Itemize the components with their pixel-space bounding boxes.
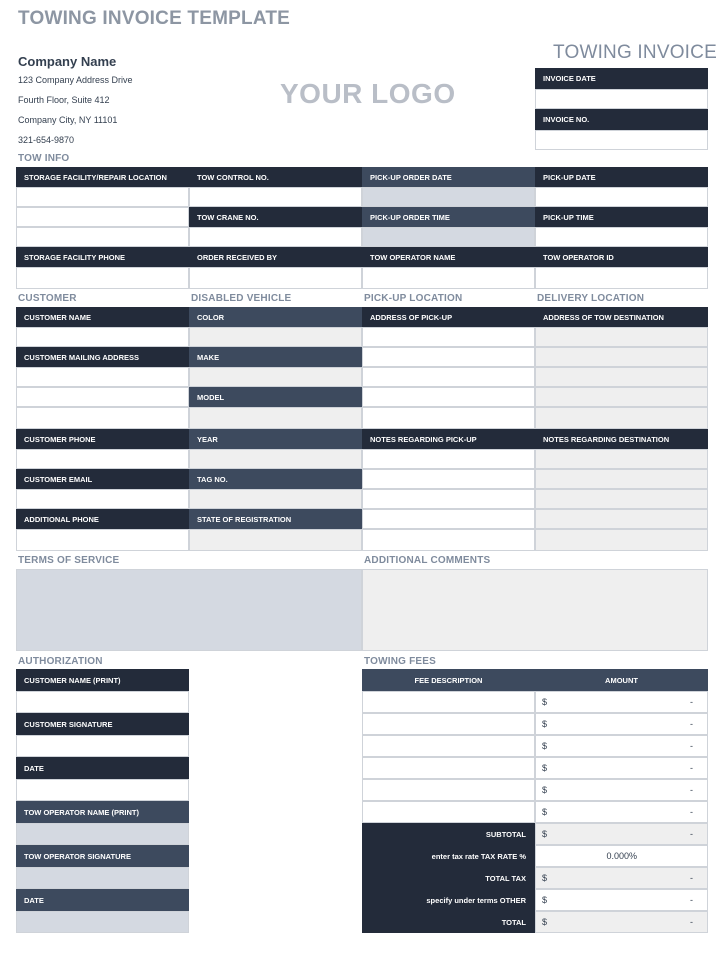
amount-value: - — [690, 829, 693, 839]
pickup-notes-field-4[interactable] — [362, 509, 535, 529]
pickup-order-time-field[interactable] — [362, 227, 535, 247]
auth-operator-signature-label: TOW OPERATOR SIGNATURE — [16, 845, 189, 867]
subtotal-value — [535, 823, 708, 845]
currency-symbol: $ — [542, 895, 548, 905]
tax-rate-value: 0.000% — [606, 851, 637, 861]
delivery-address-field-1[interactable] — [535, 327, 708, 347]
company-address-line-3: Company City, NY 11101 — [18, 115, 118, 125]
currency-symbol: $ — [542, 763, 548, 773]
delivery-address-label: ADDRESS OF TOW DESTINATION — [535, 307, 708, 327]
delivery-notes-field-1[interactable] — [535, 449, 708, 469]
tow-operator-name-label: TOW OPERATOR NAME — [362, 247, 535, 267]
currency-symbol: $ — [542, 873, 548, 883]
pickup-notes-field-3[interactable] — [362, 489, 535, 509]
invoice-date-field[interactable] — [535, 89, 708, 109]
fee-amount-field-2[interactable] — [535, 713, 708, 735]
fee-description-field-3[interactable] — [362, 735, 535, 757]
customer-name-field[interactable] — [16, 327, 189, 347]
page-title: TOWING INVOICE TEMPLATE — [18, 8, 291, 29]
vehicle-model-field[interactable] — [189, 407, 362, 429]
auth-date-field-1[interactable] — [16, 779, 189, 801]
delivery-address-field-5[interactable] — [535, 407, 708, 429]
company-address-line-2: Fourth Floor, Suite 412 — [18, 95, 110, 105]
fee-description-field-6[interactable] — [362, 801, 535, 823]
additional-phone-label: ADDITIONAL PHONE — [16, 509, 189, 529]
tow-crane-no-field[interactable] — [189, 227, 362, 247]
currency-symbol: $ — [542, 917, 548, 927]
delivery-address-field-2[interactable] — [535, 347, 708, 367]
amount-value: - — [690, 763, 693, 773]
auth-date-label-1: DATE — [16, 757, 189, 779]
auth-customer-signature-field[interactable] — [16, 735, 189, 757]
total-label: TOTAL — [362, 911, 535, 933]
amount-value: - — [690, 807, 693, 817]
customer-email-field[interactable] — [16, 489, 189, 509]
fee-amount-field-1[interactable] — [535, 691, 708, 713]
tow-info-heading: TOW INFO — [18, 153, 70, 164]
order-received-by-label: ORDER RECEIVED BY — [189, 247, 362, 267]
pickup-notes-field-2[interactable] — [362, 469, 535, 489]
delivery-notes-field-3[interactable] — [535, 489, 708, 509]
customer-email-label: CUSTOMER EMAIL — [16, 469, 189, 489]
other-label: specify under terms OTHER — [362, 889, 535, 911]
customer-name-label: CUSTOMER NAME — [16, 307, 189, 327]
auth-customer-name-field[interactable] — [16, 691, 189, 713]
pickup-order-time-label: PICK-UP ORDER TIME — [362, 207, 535, 227]
pickup-address-field-2[interactable] — [362, 347, 535, 367]
subtotal-label: SUBTOTAL — [362, 823, 535, 845]
tow-operator-id-field[interactable] — [535, 267, 708, 289]
company-phone: 321-654-9870 — [18, 135, 75, 145]
storage-facility-label: STORAGE FACILITY/REPAIR LOCATION — [16, 167, 189, 187]
invoice-number-field[interactable] — [535, 130, 708, 150]
fee-amount-field-4[interactable] — [535, 757, 708, 779]
vehicle-make-label: MAKE — [189, 347, 362, 367]
fee-amount-field-5[interactable] — [535, 779, 708, 801]
customer-heading: CUSTOMER — [18, 293, 77, 304]
vehicle-tag-label: TAG NO. — [189, 469, 362, 489]
pickup-time-field[interactable] — [535, 227, 708, 247]
delivery-location-heading: DELIVERY LOCATION — [537, 293, 645, 304]
vehicle-make-field[interactable] — [189, 367, 362, 387]
tow-operator-id-label: TOW OPERATOR ID — [535, 247, 708, 267]
additional-phone-field[interactable] — [16, 529, 189, 551]
fee-description-field-2[interactable] — [362, 713, 535, 735]
pickup-notes-label: NOTES REGARDING PICK-UP — [362, 429, 535, 449]
vehicle-heading: DISABLED VEHICLE — [191, 293, 292, 304]
storage-phone-label: STORAGE FACILITY PHONE — [16, 247, 189, 267]
customer-mailing-label: CUSTOMER MAILING ADDRESS — [16, 347, 189, 367]
pickup-order-date-label: PICK-UP ORDER DATE — [362, 167, 535, 187]
tow-control-no-label: TOW CONTROL NO. — [189, 167, 362, 187]
vehicle-state-field[interactable] — [189, 529, 362, 551]
fee-description-field-4[interactable] — [362, 757, 535, 779]
currency-symbol: $ — [542, 719, 548, 729]
total-tax-value — [535, 867, 708, 889]
amount-value: - — [690, 719, 693, 729]
auth-operator-signature-field[interactable] — [16, 867, 189, 889]
auth-customer-name-label: CUSTOMER NAME (PRINT) — [16, 669, 189, 691]
terms-field[interactable] — [16, 569, 362, 651]
vehicle-tag-field[interactable] — [189, 489, 362, 509]
customer-mailing-field-3[interactable] — [16, 407, 189, 429]
pickup-order-date-field[interactable] — [362, 187, 535, 207]
fee-description-field-1[interactable] — [362, 691, 535, 713]
currency-symbol: $ — [542, 807, 548, 817]
vehicle-year-label: YEAR — [189, 429, 362, 449]
vehicle-model-label: MODEL — [189, 387, 362, 407]
pickup-location-heading: PICK-UP LOCATION — [364, 293, 463, 304]
fee-amount-field-6[interactable] — [535, 801, 708, 823]
vehicle-year-field[interactable] — [189, 449, 362, 469]
other-field[interactable] — [535, 889, 708, 911]
delivery-notes-field-4[interactable] — [535, 509, 708, 529]
customer-mailing-field-1[interactable] — [16, 367, 189, 387]
amount-value: - — [690, 873, 693, 883]
invoice-number-label: INVOICE NO. — [535, 109, 708, 130]
vehicle-color-field[interactable] — [189, 327, 362, 347]
total-tax-label: TOTAL TAX — [362, 867, 535, 889]
tax-rate-label: enter tax rate TAX RATE % — [362, 845, 535, 867]
auth-customer-signature-label: CUSTOMER SIGNATURE — [16, 713, 189, 735]
pickup-address-field-4[interactable] — [362, 387, 535, 407]
auth-date-label-2: DATE — [16, 889, 189, 911]
currency-symbol: $ — [542, 741, 548, 751]
currency-symbol: $ — [542, 785, 548, 795]
pickup-date-field[interactable] — [535, 187, 708, 207]
fee-description-field-5[interactable] — [362, 779, 535, 801]
invoice-heading: TOWING INVOICE — [553, 42, 717, 63]
amount-value: - — [690, 741, 693, 751]
delivery-notes-field-5[interactable] — [535, 529, 708, 551]
storage-facility-field-2[interactable] — [16, 207, 189, 227]
company-address-line-1: 123 Company Address Drive — [18, 75, 133, 85]
logo-placeholder: YOUR LOGO — [280, 78, 456, 109]
pickup-notes-field-5[interactable] — [362, 529, 535, 551]
amount-value: - — [690, 917, 693, 927]
tow-control-no-field[interactable] — [189, 187, 362, 207]
currency-symbol: $ — [542, 829, 548, 839]
pickup-notes-field-1[interactable] — [362, 449, 535, 469]
comments-field[interactable] — [362, 569, 708, 651]
customer-mailing-field-2[interactable] — [16, 387, 189, 407]
delivery-notes-label: NOTES REGARDING DESTINATION — [535, 429, 708, 449]
pickup-address-field-1[interactable] — [362, 327, 535, 347]
storage-phone-field[interactable] — [16, 267, 189, 289]
delivery-address-field-3[interactable] — [535, 367, 708, 387]
storage-facility-field-3[interactable] — [16, 227, 189, 247]
pickup-time-label: PICK-UP TIME — [535, 207, 708, 227]
invoice-date-label: INVOICE DATE — [535, 68, 708, 89]
pickup-address-field-5[interactable] — [362, 407, 535, 429]
authorization-heading: AUTHORIZATION — [18, 656, 103, 667]
customer-phone-field[interactable] — [16, 449, 189, 469]
terms-heading: TERMS OF SERVICE — [18, 555, 120, 566]
vehicle-color-label: COLOR — [189, 307, 362, 327]
delivery-address-field-4[interactable] — [535, 387, 708, 407]
total-value — [535, 911, 708, 933]
amount-value: - — [690, 895, 693, 905]
pickup-address-label: ADDRESS OF PICK-UP — [362, 307, 535, 327]
auth-date-field-2[interactable] — [16, 911, 189, 933]
auth-operator-name-label: TOW OPERATOR NAME (PRINT) — [16, 801, 189, 823]
customer-phone-label: CUSTOMER PHONE — [16, 429, 189, 449]
pickup-date-label: PICK-UP DATE — [535, 167, 708, 187]
vehicle-state-label: STATE OF REGISTRATION — [189, 509, 362, 529]
amount-header: AMOUNT — [535, 669, 708, 691]
fee-amount-field-3[interactable] — [535, 735, 708, 757]
comments-heading: ADDITIONAL COMMENTS — [364, 555, 491, 566]
auth-operator-name-field[interactable] — [16, 823, 189, 845]
amount-value: - — [690, 697, 693, 707]
fee-description-header: FEE DESCRIPTION — [362, 669, 535, 691]
amount-value: - — [690, 785, 693, 795]
towing-fees-heading: TOWING FEES — [364, 656, 437, 667]
storage-facility-field[interactable] — [16, 187, 189, 207]
company-name: Company Name — [18, 54, 117, 69]
delivery-notes-field-2[interactable] — [535, 469, 708, 489]
order-received-by-field[interactable] — [189, 267, 362, 289]
tax-rate-field[interactable] — [535, 845, 708, 867]
pickup-address-field-3[interactable] — [362, 367, 535, 387]
tow-crane-no-label: TOW CRANE NO. — [189, 207, 362, 227]
tow-operator-name-field[interactable] — [362, 267, 535, 289]
currency-symbol: $ — [542, 697, 548, 707]
